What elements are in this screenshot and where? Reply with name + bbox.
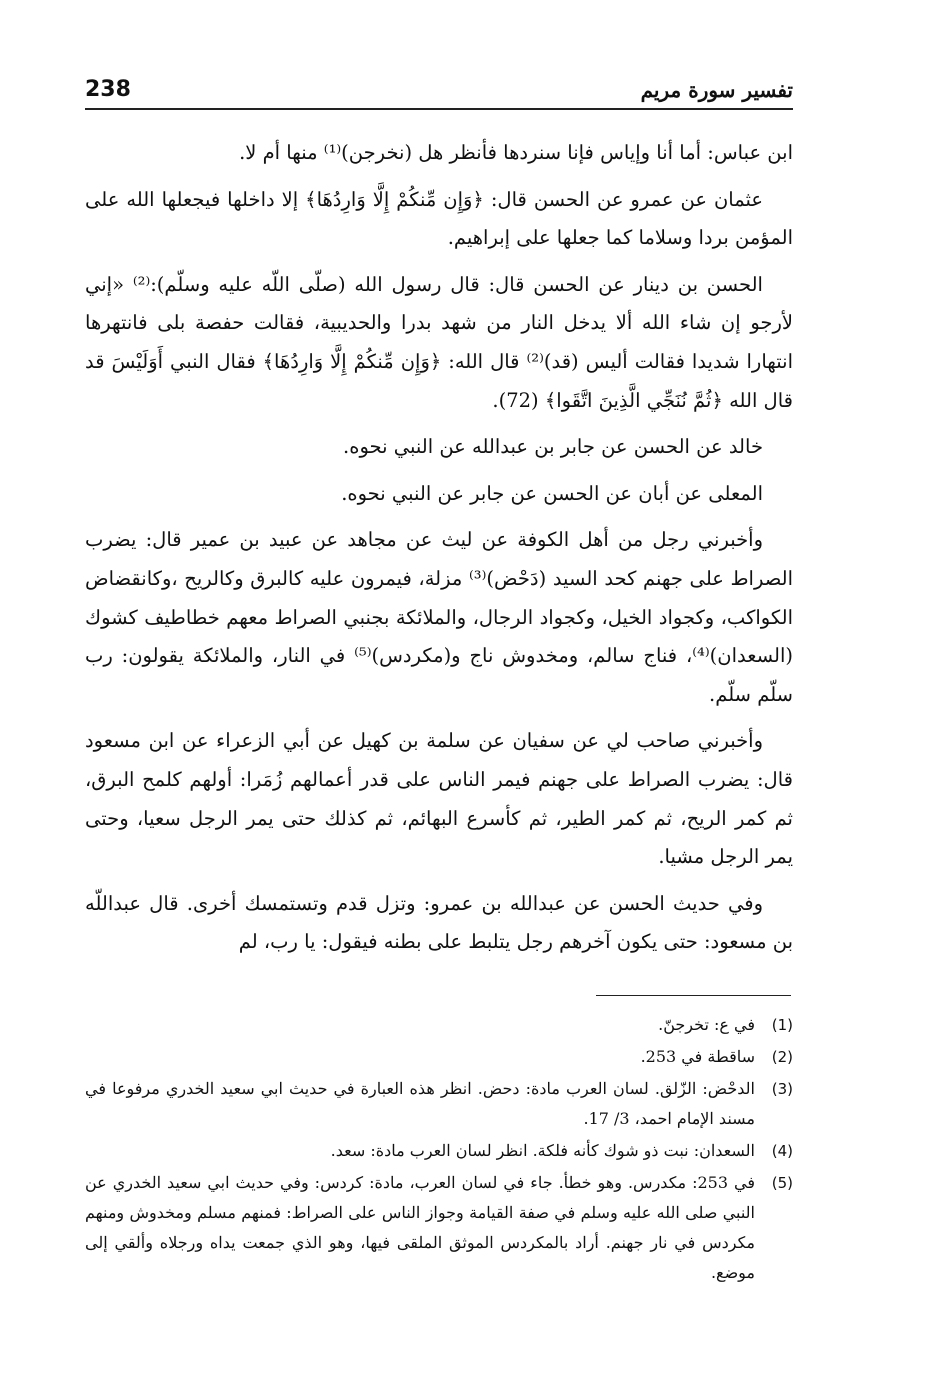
footnote-number: (3) bbox=[771, 1080, 793, 1098]
footnote-number: (1) bbox=[771, 1016, 793, 1034]
footnote bbox=[85, 1074, 793, 1134]
footnote bbox=[85, 1010, 793, 1040]
paragraph: خالد عن الحسن عن جابر بن عبدالله عن النبي نحوه. bbox=[343, 435, 763, 459]
header-rule bbox=[85, 108, 793, 110]
paragraph: عثمان عن عمرو عن الحسن قال: ﴿وَإِن مِّنكُمْ إِلَّا وَارِدُهَا﴾ إلا داخلها فيجعلها الله على المؤمن بردا وسلاما كما جعلها على إبراهيم. bbox=[85, 187, 793, 250]
footnote-number: (4) bbox=[771, 1142, 793, 1160]
footnotes bbox=[85, 1010, 793, 1290]
footnote-number: (2) bbox=[771, 1048, 793, 1066]
footnote-text: في 253: مكدرس. وهو خطأ. جاء في لسان العرب، مادة: كردس: وفي حديث ابي سعيد الخدري عن النبي صلى الله عليه وسلم في صفة القيامة وجواز الناس على الصراط: فمنهم مسلم ومخدوش ومنهم مكردس في نار جهنم. أراد بالمكردس الموثق الملقى فيها، وهو الذي جمعت يداه ورجلاه وألقي إلى موضع. bbox=[85, 1173, 756, 1282]
main-text bbox=[85, 134, 793, 970]
footnote-text: الدحْض: الزّلق. لسان العرب مادة: دحض. انظر هذه العبارة في حديث ابي سعيد الخدري مرفوعا في مسند الإمام احمد، 3/ 17. bbox=[85, 1079, 755, 1128]
paragraph: المعلى عن أبان عن الحسن عن جابر عن النبي نحوه. bbox=[341, 481, 763, 505]
paragraph: وفي حديث الحسن عن عبدالله بن عمرو: وتزل قدم وتستمسك أخرى. قال عبداللّه بن مسعود: حتى يكون آخرهم رجل يتلبط على بطنه فيقول: يا رب، لم bbox=[85, 891, 793, 954]
footnote-text: ساقطة في 253. bbox=[640, 1047, 755, 1066]
footnote-text: في ع: تخرجنّ. bbox=[658, 1015, 755, 1034]
paragraph: وأخبرني صاحب لي عن سفيان عن سلمة بن كهيل عن أبي الزعراء عن ابن مسعود قال: يضرب الصراط على جهنم فيمر الناس على قدر أعمالهم زُمَرا: أولهم كلمح البرق، ثم كمر الريح، ثم كمر الطير، ثم كأسرع البهائم، ثم كذلك حتى يمر الرجل سعيا، وحتى يمر الرجل مشيا. bbox=[85, 729, 793, 869]
footnote-text: السعدان: نبت ذو شوك كأنه فلكة. انظر لسان العرب مادة: سعد. bbox=[330, 1141, 755, 1160]
paragraph: الحسن بن دينار عن الحسن قال: قال رسول الله (صلّى اللّه عليه وسلّم):⁽²⁾ «إني لأرجو إن شاء الله ألا يدخل النار من شهد بدرا والحديبية، فقالت حفصة بلى فانتهرها انتهارا شديدا فقالت أليس (قد)⁽²⁾ قال الله: ﴿وَإِن مِّنكُمْ إِلَّا وَارِدُهَا﴾ فقال النبي أَوَلَيْسَ قد قال الله ﴿ثُمَّ نُنَجِّي الَّذِينَ اتَّقَوا﴾ (72). bbox=[85, 272, 793, 412]
footnote bbox=[85, 1136, 793, 1166]
chapter-title: تفسير سورة مريم bbox=[640, 78, 793, 102]
footnote bbox=[85, 1168, 793, 1288]
page-number: 238 bbox=[85, 77, 131, 102]
paragraph: ابن عباس: أما أنا وإياس فإنا سنردها فأنظر هل (نخرجن)⁽¹⁾ منها أم لا. bbox=[239, 141, 793, 164]
footnote-number: (5) bbox=[771, 1174, 793, 1192]
footnote-separator bbox=[596, 995, 791, 996]
footnote bbox=[85, 1042, 793, 1072]
paragraph: وأخبرني رجل من أهل الكوفة عن ليث عن مجاهد عن عبيد بن عمير قال: يضرب الصراط على جهنم كحد السيد (دَحْض)⁽³⁾ مزلة، فيمرون عليه كالبرق وكالريح ،وكانقضاض الكواكب، وكجواد الخيل، وكجواد الرجال، والملائكة بجنبي الصراط معهم خطاطيف كشوك (السعدان)⁽⁴⁾، فناج سالم، ومخدوش ناج و(مكردس)⁽⁵⁾ في النار، والملائكة يقولون: رب سلّم سلّم. bbox=[85, 528, 794, 706]
running-head bbox=[85, 68, 793, 102]
